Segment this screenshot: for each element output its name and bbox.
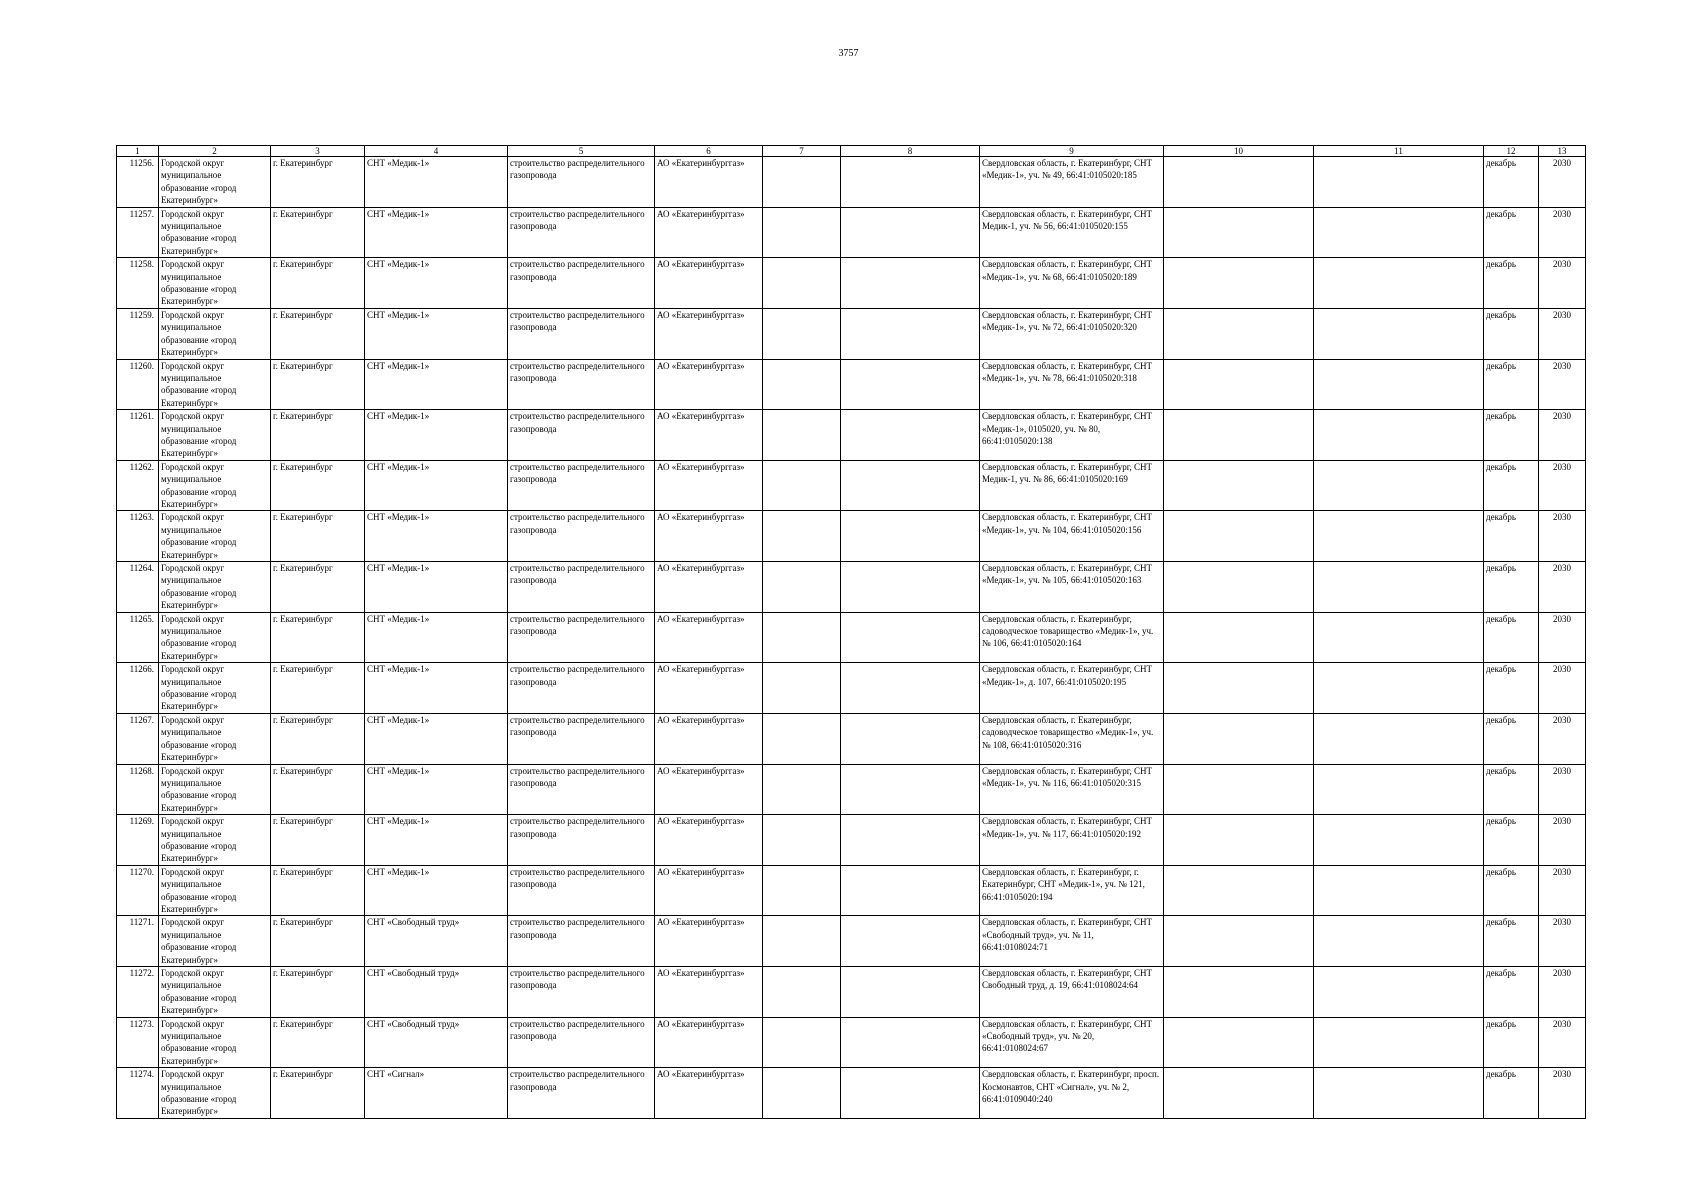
year-cell: 2030 [1539,612,1586,663]
address-cell: Свердловская область, г. Екатеринбург, СНТ «Медик-1», уч. № 78, 66:41:0105020:318 [980,359,1164,410]
empty-cell-7 [763,612,841,663]
empty-cell-8 [841,359,980,410]
column-header-1: 1 [117,146,159,157]
empty-cell-8 [841,916,980,967]
city-cell: г. Екатеринбург [271,157,365,208]
month-cell: декабрь [1484,460,1539,511]
owner-cell: Городской округ муниципальное образование «город Екатеринбург» [159,764,271,815]
year-cell: 2030 [1539,207,1586,258]
empty-cell-11 [1314,713,1484,764]
empty-cell-7 [763,663,841,714]
settlement-cell: СНТ «Свободный труд» [365,1017,508,1068]
year-cell: 2030 [1539,1068,1586,1119]
year-cell: 2030 [1539,308,1586,359]
empty-cell-11 [1314,764,1484,815]
work-type-cell: строительство распределительного газопровода [508,511,655,562]
settlement-cell: СНТ «Медик-1» [365,157,508,208]
column-header-12: 12 [1484,146,1539,157]
row-number: 11270. [117,865,159,916]
month-cell: декабрь [1484,713,1539,764]
organization-cell: АО «Екатеринбурггаз» [655,612,763,663]
table-row [117,359,1586,410]
owner-cell: Городской округ муниципальное образование «город Екатеринбург» [159,562,271,613]
empty-cell-11 [1314,460,1484,511]
work-type-cell: строительство распределительного газопровода [508,612,655,663]
row-number: 11259. [117,308,159,359]
owner-cell: Городской округ муниципальное образование «город Екатеринбург» [159,258,271,309]
empty-cell-11 [1314,663,1484,714]
empty-cell-11 [1314,207,1484,258]
organization-cell: АО «Екатеринбурггаз» [655,460,763,511]
owner-cell: Городской округ муниципальное образование «город Екатеринбург» [159,308,271,359]
owner-cell: Городской округ муниципальное образование «город Екатеринбург» [159,157,271,208]
column-header-8: 8 [841,146,980,157]
city-cell: г. Екатеринбург [271,764,365,815]
month-cell: декабрь [1484,815,1539,866]
page-number: 3757 [838,48,859,59]
city-cell: г. Екатеринбург [271,663,365,714]
address-cell: Свердловская область, г. Екатеринбург, СНТ «Свободный труд», уч. № 11, 66:41:0108024:71 [980,916,1164,967]
empty-cell-7 [763,916,841,967]
city-cell: г. Екатеринбург [271,1017,365,1068]
empty-cell-11 [1314,308,1484,359]
work-type-cell: строительство распределительного газопровода [508,308,655,359]
organization-cell: АО «Екатеринбурггаз» [655,916,763,967]
work-type-cell: строительство распределительного газопровода [508,916,655,967]
empty-cell-11 [1314,916,1484,967]
address-cell: Свердловская область, г. Екатеринбург, СНТ «Медик-1», уч. № 105, 66:41:0105020:163 [980,562,1164,613]
empty-cell-7 [763,562,841,613]
empty-cell-8 [841,562,980,613]
empty-cell-7 [763,815,841,866]
organization-cell: АО «Екатеринбурггаз» [655,663,763,714]
table-row [117,967,1586,1018]
city-cell: г. Екатеринбург [271,815,365,866]
work-type-cell: строительство распределительного газопровода [508,1068,655,1119]
settlement-cell: СНТ «Медик-1» [365,815,508,866]
table-row [117,511,1586,562]
owner-cell: Городской округ муниципальное образование «город Екатеринбург» [159,1068,271,1119]
settlement-cell: СНТ «Медик-1» [365,511,508,562]
empty-cell-7 [763,308,841,359]
address-cell: Свердловская область, г. Екатеринбург, СНТ Медик-1, уч. № 86, 66:41:0105020:169 [980,460,1164,511]
empty-cell-10 [1164,460,1314,511]
empty-cell-8 [841,815,980,866]
table-row [117,258,1586,309]
empty-cell-7 [763,1068,841,1119]
address-cell: Свердловская область, г. Екатеринбург, просп. Космонавтов, СНТ «Сигнал», уч. № 2, 66:41:0109040:240 [980,1068,1164,1119]
empty-cell-8 [841,1017,980,1068]
city-cell: г. Екатеринбург [271,916,365,967]
work-type-cell: строительство распределительного газопровода [508,258,655,309]
settlement-cell: СНТ «Сигнал» [365,1068,508,1119]
empty-cell-10 [1164,764,1314,815]
row-number: 11268. [117,764,159,815]
address-cell: Свердловская область, г. Екатеринбург, СНТ Свободный труд, д. 19, 66:41:0108024:64 [980,967,1164,1018]
empty-cell-10 [1164,308,1314,359]
month-cell: декабрь [1484,157,1539,208]
empty-cell-11 [1314,258,1484,309]
row-number: 11266. [117,663,159,714]
work-type-cell: строительство распределительного газопровода [508,562,655,613]
settlement-cell: СНТ «Медик-1» [365,865,508,916]
month-cell: декабрь [1484,967,1539,1018]
table-row [117,308,1586,359]
empty-cell-10 [1164,713,1314,764]
organization-cell: АО «Екатеринбурггаз» [655,1068,763,1119]
work-type-cell: строительство распределительного газопровода [508,967,655,1018]
empty-cell-8 [841,157,980,208]
year-cell: 2030 [1539,460,1586,511]
month-cell: декабрь [1484,562,1539,613]
row-number: 11260. [117,359,159,410]
city-cell: г. Екатеринбург [271,410,365,461]
empty-cell-8 [841,1068,980,1119]
row-number: 11261. [117,410,159,461]
row-number: 11271. [117,916,159,967]
address-cell: Свердловская область, г. Екатеринбург, СНТ «Медик-1», д. 107, 66:41:0105020:195 [980,663,1164,714]
owner-cell: Городской округ муниципальное образование «город Екатеринбург» [159,713,271,764]
empty-cell-10 [1164,1068,1314,1119]
city-cell: г. Екатеринбург [271,967,365,1018]
empty-cell-11 [1314,1017,1484,1068]
address-cell: Свердловская область, г. Екатеринбург, СНТ «Медик-1», 0105020, уч. № 80, 66:41:0105020:138 [980,410,1164,461]
empty-cell-8 [841,258,980,309]
year-cell: 2030 [1539,1017,1586,1068]
city-cell: г. Екатеринбург [271,865,365,916]
month-cell: декабрь [1484,308,1539,359]
address-cell: Свердловская область, г. Екатеринбург, г. Екатеринбург, СНТ «Медик-1», уч. № 121, 66:41:0105020:194 [980,865,1164,916]
organization-cell: АО «Екатеринбурггаз» [655,308,763,359]
column-header-2: 2 [159,146,271,157]
empty-cell-10 [1164,562,1314,613]
table-row [117,562,1586,613]
work-type-cell: строительство распределительного газопровода [508,1017,655,1068]
empty-cell-10 [1164,865,1314,916]
owner-cell: Городской округ муниципальное образование «город Екатеринбург» [159,916,271,967]
owner-cell: Городской округ муниципальное образование «город Екатеринбург» [159,865,271,916]
row-number: 11256. [117,157,159,208]
settlement-cell: СНТ «Медик-1» [365,207,508,258]
address-cell: Свердловская область, г. Екатеринбург, СНТ «Медик-1», уч. № 49, 66:41:0105020:185 [980,157,1164,208]
work-type-cell: строительство распределительного газопровода [508,663,655,714]
city-cell: г. Екатеринбург [271,308,365,359]
row-number: 11263. [117,511,159,562]
organization-cell: АО «Екатеринбурггаз» [655,410,763,461]
column-header-4: 4 [365,146,508,157]
column-header-11: 11 [1314,146,1484,157]
column-number-row [117,146,1586,157]
address-cell: Свердловская область, г. Екатеринбург, СНТ «Медик-1», уч. № 72, 66:41:0105020:320 [980,308,1164,359]
registry-table [116,145,1586,1119]
empty-cell-7 [763,865,841,916]
year-cell: 2030 [1539,815,1586,866]
year-cell: 2030 [1539,916,1586,967]
month-cell: декабрь [1484,410,1539,461]
month-cell: декабрь [1484,612,1539,663]
month-cell: декабрь [1484,663,1539,714]
empty-cell-11 [1314,815,1484,866]
organization-cell: АО «Екатеринбурггаз» [655,815,763,866]
city-cell: г. Екатеринбург [271,612,365,663]
year-cell: 2030 [1539,967,1586,1018]
owner-cell: Городской округ муниципальное образование «город Екатеринбург» [159,207,271,258]
empty-cell-11 [1314,1068,1484,1119]
empty-cell-8 [841,460,980,511]
address-cell: Свердловская область, г. Екатеринбург, СНТ «Свободный труд», уч. № 20, 66:41:0108024:67 [980,1017,1164,1068]
empty-cell-7 [763,764,841,815]
empty-cell-7 [763,157,841,208]
month-cell: декабрь [1484,1068,1539,1119]
organization-cell: АО «Екатеринбурггаз» [655,562,763,613]
organization-cell: АО «Екатеринбурггаз» [655,258,763,309]
column-header-13: 13 [1539,146,1586,157]
work-type-cell: строительство распределительного газопровода [508,815,655,866]
table-row [117,1068,1586,1119]
owner-cell: Городской округ муниципальное образование «город Екатеринбург» [159,815,271,866]
work-type-cell: строительство распределительного газопровода [508,410,655,461]
settlement-cell: СНТ «Медик-1» [365,308,508,359]
month-cell: декабрь [1484,511,1539,562]
table-row [117,1017,1586,1068]
row-number: 11272. [117,967,159,1018]
owner-cell: Городской округ муниципальное образование «город Екатеринбург» [159,460,271,511]
year-cell: 2030 [1539,359,1586,410]
column-header-6: 6 [655,146,763,157]
settlement-cell: СНТ «Медик-1» [365,359,508,410]
city-cell: г. Екатеринбург [271,713,365,764]
settlement-cell: СНТ «Медик-1» [365,713,508,764]
city-cell: г. Екатеринбург [271,359,365,410]
row-number: 11269. [117,815,159,866]
settlement-cell: СНТ «Медик-1» [365,258,508,309]
row-number: 11265. [117,612,159,663]
empty-cell-8 [841,308,980,359]
table-row [117,916,1586,967]
empty-cell-8 [841,207,980,258]
year-cell: 2030 [1539,157,1586,208]
owner-cell: Городской округ муниципальное образование «город Екатеринбург» [159,967,271,1018]
empty-cell-7 [763,410,841,461]
empty-cell-8 [841,511,980,562]
empty-cell-11 [1314,967,1484,1018]
table-row [117,764,1586,815]
city-cell: г. Екатеринбург [271,1068,365,1119]
year-cell: 2030 [1539,511,1586,562]
organization-cell: АО «Екатеринбурггаз» [655,359,763,410]
empty-cell-10 [1164,663,1314,714]
empty-cell-10 [1164,612,1314,663]
empty-cell-7 [763,207,841,258]
city-cell: г. Екатеринбург [271,511,365,562]
month-cell: декабрь [1484,865,1539,916]
settlement-cell: СНТ «Свободный труд» [365,916,508,967]
address-cell: Свердловская область, г. Екатеринбург, садоводческое товарищество «Медик-1», уч. № 106, 66:41:0105020:164 [980,612,1164,663]
address-cell: Свердловская область, г. Екатеринбург, садоводческое товарищество «Медик-1», уч. № 108, 66:41:0105020:316 [980,713,1164,764]
row-number: 11274. [117,1068,159,1119]
row-number: 11267. [117,713,159,764]
table-row [117,157,1586,208]
table-row [117,713,1586,764]
table-row [117,815,1586,866]
month-cell: декабрь [1484,916,1539,967]
row-number: 11273. [117,1017,159,1068]
month-cell: декабрь [1484,207,1539,258]
city-cell: г. Екатеринбург [271,258,365,309]
empty-cell-8 [841,410,980,461]
year-cell: 2030 [1539,258,1586,309]
owner-cell: Городской округ муниципальное образование «город Екатеринбург» [159,612,271,663]
organization-cell: АО «Екатеринбурггаз» [655,967,763,1018]
organization-cell: АО «Екатеринбурггаз» [655,207,763,258]
empty-cell-11 [1314,511,1484,562]
organization-cell: АО «Екатеринбурггаз» [655,764,763,815]
owner-cell: Городской округ муниципальное образование «город Екатеринбург» [159,511,271,562]
empty-cell-7 [763,258,841,309]
table-row [117,865,1586,916]
work-type-cell: строительство распределительного газопровода [508,764,655,815]
row-number: 11258. [117,258,159,309]
empty-cell-7 [763,511,841,562]
month-cell: декабрь [1484,1017,1539,1068]
address-cell: Свердловская область, г. Екатеринбург, СНТ «Медик-1», уч. № 68, 66:41:0105020:189 [980,258,1164,309]
empty-cell-10 [1164,359,1314,410]
year-cell: 2030 [1539,663,1586,714]
empty-cell-8 [841,764,980,815]
address-cell: Свердловская область, г. Екатеринбург, СНТ «Медик-1», уч. № 104, 66:41:0105020:156 [980,511,1164,562]
column-header-10: 10 [1164,146,1314,157]
month-cell: декабрь [1484,359,1539,410]
empty-cell-7 [763,359,841,410]
column-header-5: 5 [508,146,655,157]
row-number: 11264. [117,562,159,613]
settlement-cell: СНТ «Медик-1» [365,663,508,714]
empty-cell-10 [1164,1017,1314,1068]
empty-cell-11 [1314,157,1484,208]
year-cell: 2030 [1539,865,1586,916]
work-type-cell: строительство распределительного газопровода [508,713,655,764]
settlement-cell: СНТ «Медик-1» [365,410,508,461]
settlement-cell: СНТ «Свободный труд» [365,967,508,1018]
settlement-cell: СНТ «Медик-1» [365,562,508,613]
empty-cell-7 [763,1017,841,1068]
empty-cell-7 [763,967,841,1018]
empty-cell-8 [841,663,980,714]
empty-cell-10 [1164,157,1314,208]
city-cell: г. Екатеринбург [271,562,365,613]
work-type-cell: строительство распределительного газопровода [508,157,655,208]
address-cell: Свердловская область, г. Екатеринбург, СНТ «Медик-1», уч. № 116, 66:41:0105020:315 [980,764,1164,815]
table-body [117,157,1586,1119]
table-row [117,207,1586,258]
empty-cell-7 [763,460,841,511]
month-cell: декабрь [1484,258,1539,309]
empty-cell-11 [1314,865,1484,916]
empty-cell-8 [841,865,980,916]
empty-cell-11 [1314,359,1484,410]
city-cell: г. Екатеринбург [271,207,365,258]
empty-cell-10 [1164,967,1314,1018]
year-cell: 2030 [1539,713,1586,764]
year-cell: 2030 [1539,410,1586,461]
empty-cell-11 [1314,612,1484,663]
row-number: 11257. [117,207,159,258]
work-type-cell: строительство распределительного газопровода [508,865,655,916]
empty-cell-10 [1164,511,1314,562]
month-cell: декабрь [1484,764,1539,815]
owner-cell: Городской округ муниципальное образование «город Екатеринбург» [159,663,271,714]
organization-cell: АО «Екатеринбурггаз» [655,1017,763,1068]
table-row [117,612,1586,663]
empty-cell-10 [1164,258,1314,309]
owner-cell: Городской округ муниципальное образование «город Екатеринбург» [159,410,271,461]
city-cell: г. Екатеринбург [271,460,365,511]
column-header-3: 3 [271,146,365,157]
empty-cell-10 [1164,410,1314,461]
empty-cell-11 [1314,562,1484,613]
empty-cell-8 [841,612,980,663]
table-row [117,460,1586,511]
empty-cell-8 [841,713,980,764]
settlement-cell: СНТ «Медик-1» [365,612,508,663]
empty-cell-10 [1164,815,1314,866]
address-cell: Свердловская область, г. Екатеринбург, СНТ «Медик-1», уч. № 117, 66:41:0105020:192 [980,815,1164,866]
year-cell: 2030 [1539,562,1586,613]
empty-cell-8 [841,967,980,1018]
settlement-cell: СНТ «Медик-1» [365,460,508,511]
organization-cell: АО «Екатеринбурггаз» [655,713,763,764]
owner-cell: Городской округ муниципальное образование «город Екатеринбург» [159,359,271,410]
row-number: 11262. [117,460,159,511]
column-header-9: 9 [980,146,1164,157]
empty-cell-10 [1164,207,1314,258]
owner-cell: Городской округ муниципальное образование «город Екатеринбург» [159,1017,271,1068]
work-type-cell: строительство распределительного газопровода [508,359,655,410]
empty-cell-7 [763,713,841,764]
empty-cell-11 [1314,410,1484,461]
work-type-cell: строительство распределительного газопровода [508,460,655,511]
organization-cell: АО «Екатеринбурггаз» [655,865,763,916]
table-row [117,663,1586,714]
organization-cell: АО «Екатеринбурггаз» [655,511,763,562]
settlement-cell: СНТ «Медик-1» [365,764,508,815]
empty-cell-10 [1164,916,1314,967]
address-cell: Свердловская область, г. Екатеринбург, СНТ Медик-1, уч. № 56, 66:41:0105020:155 [980,207,1164,258]
column-header-7: 7 [763,146,841,157]
year-cell: 2030 [1539,764,1586,815]
work-type-cell: строительство распределительного газопровода [508,207,655,258]
organization-cell: АО «Екатеринбурггаз» [655,157,763,208]
table-row [117,410,1586,461]
